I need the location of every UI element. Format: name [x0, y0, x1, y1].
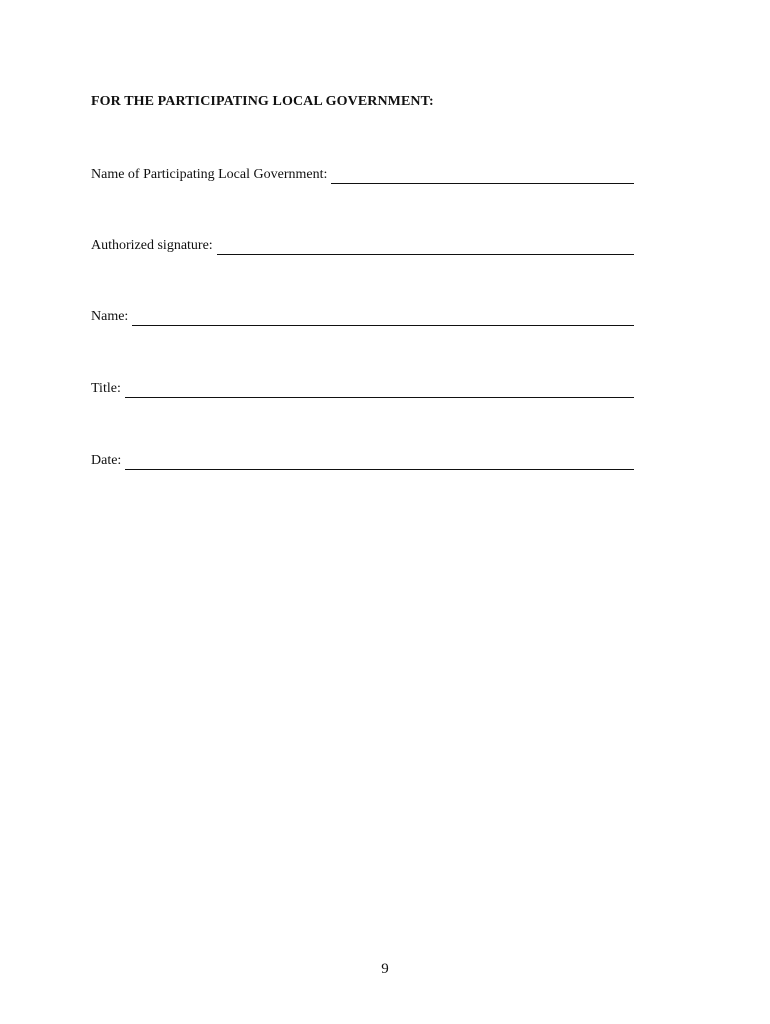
- date-label: Date:: [91, 453, 122, 468]
- authorized-signature-line[interactable]: [217, 238, 634, 255]
- section-heading: FOR THE PARTICIPATING LOCAL GOVERNMENT:: [91, 94, 434, 109]
- authorized-signature-label: Authorized signature:: [91, 238, 213, 253]
- title-label: Title:: [91, 381, 121, 396]
- date-field: [91, 450, 634, 470]
- name-field: [91, 306, 634, 326]
- local-government-name-field: [91, 164, 634, 184]
- title-field: [91, 378, 634, 398]
- local-government-name-line[interactable]: [331, 167, 634, 184]
- name-label: Name:: [91, 309, 129, 324]
- title-line[interactable]: [125, 381, 634, 398]
- name-line[interactable]: [132, 309, 634, 326]
- date-line[interactable]: [125, 453, 634, 470]
- authorized-signature-field: [91, 235, 634, 255]
- local-government-name-label: Name of Participating Local Government:: [91, 167, 328, 182]
- page-number: 9: [381, 961, 389, 977]
